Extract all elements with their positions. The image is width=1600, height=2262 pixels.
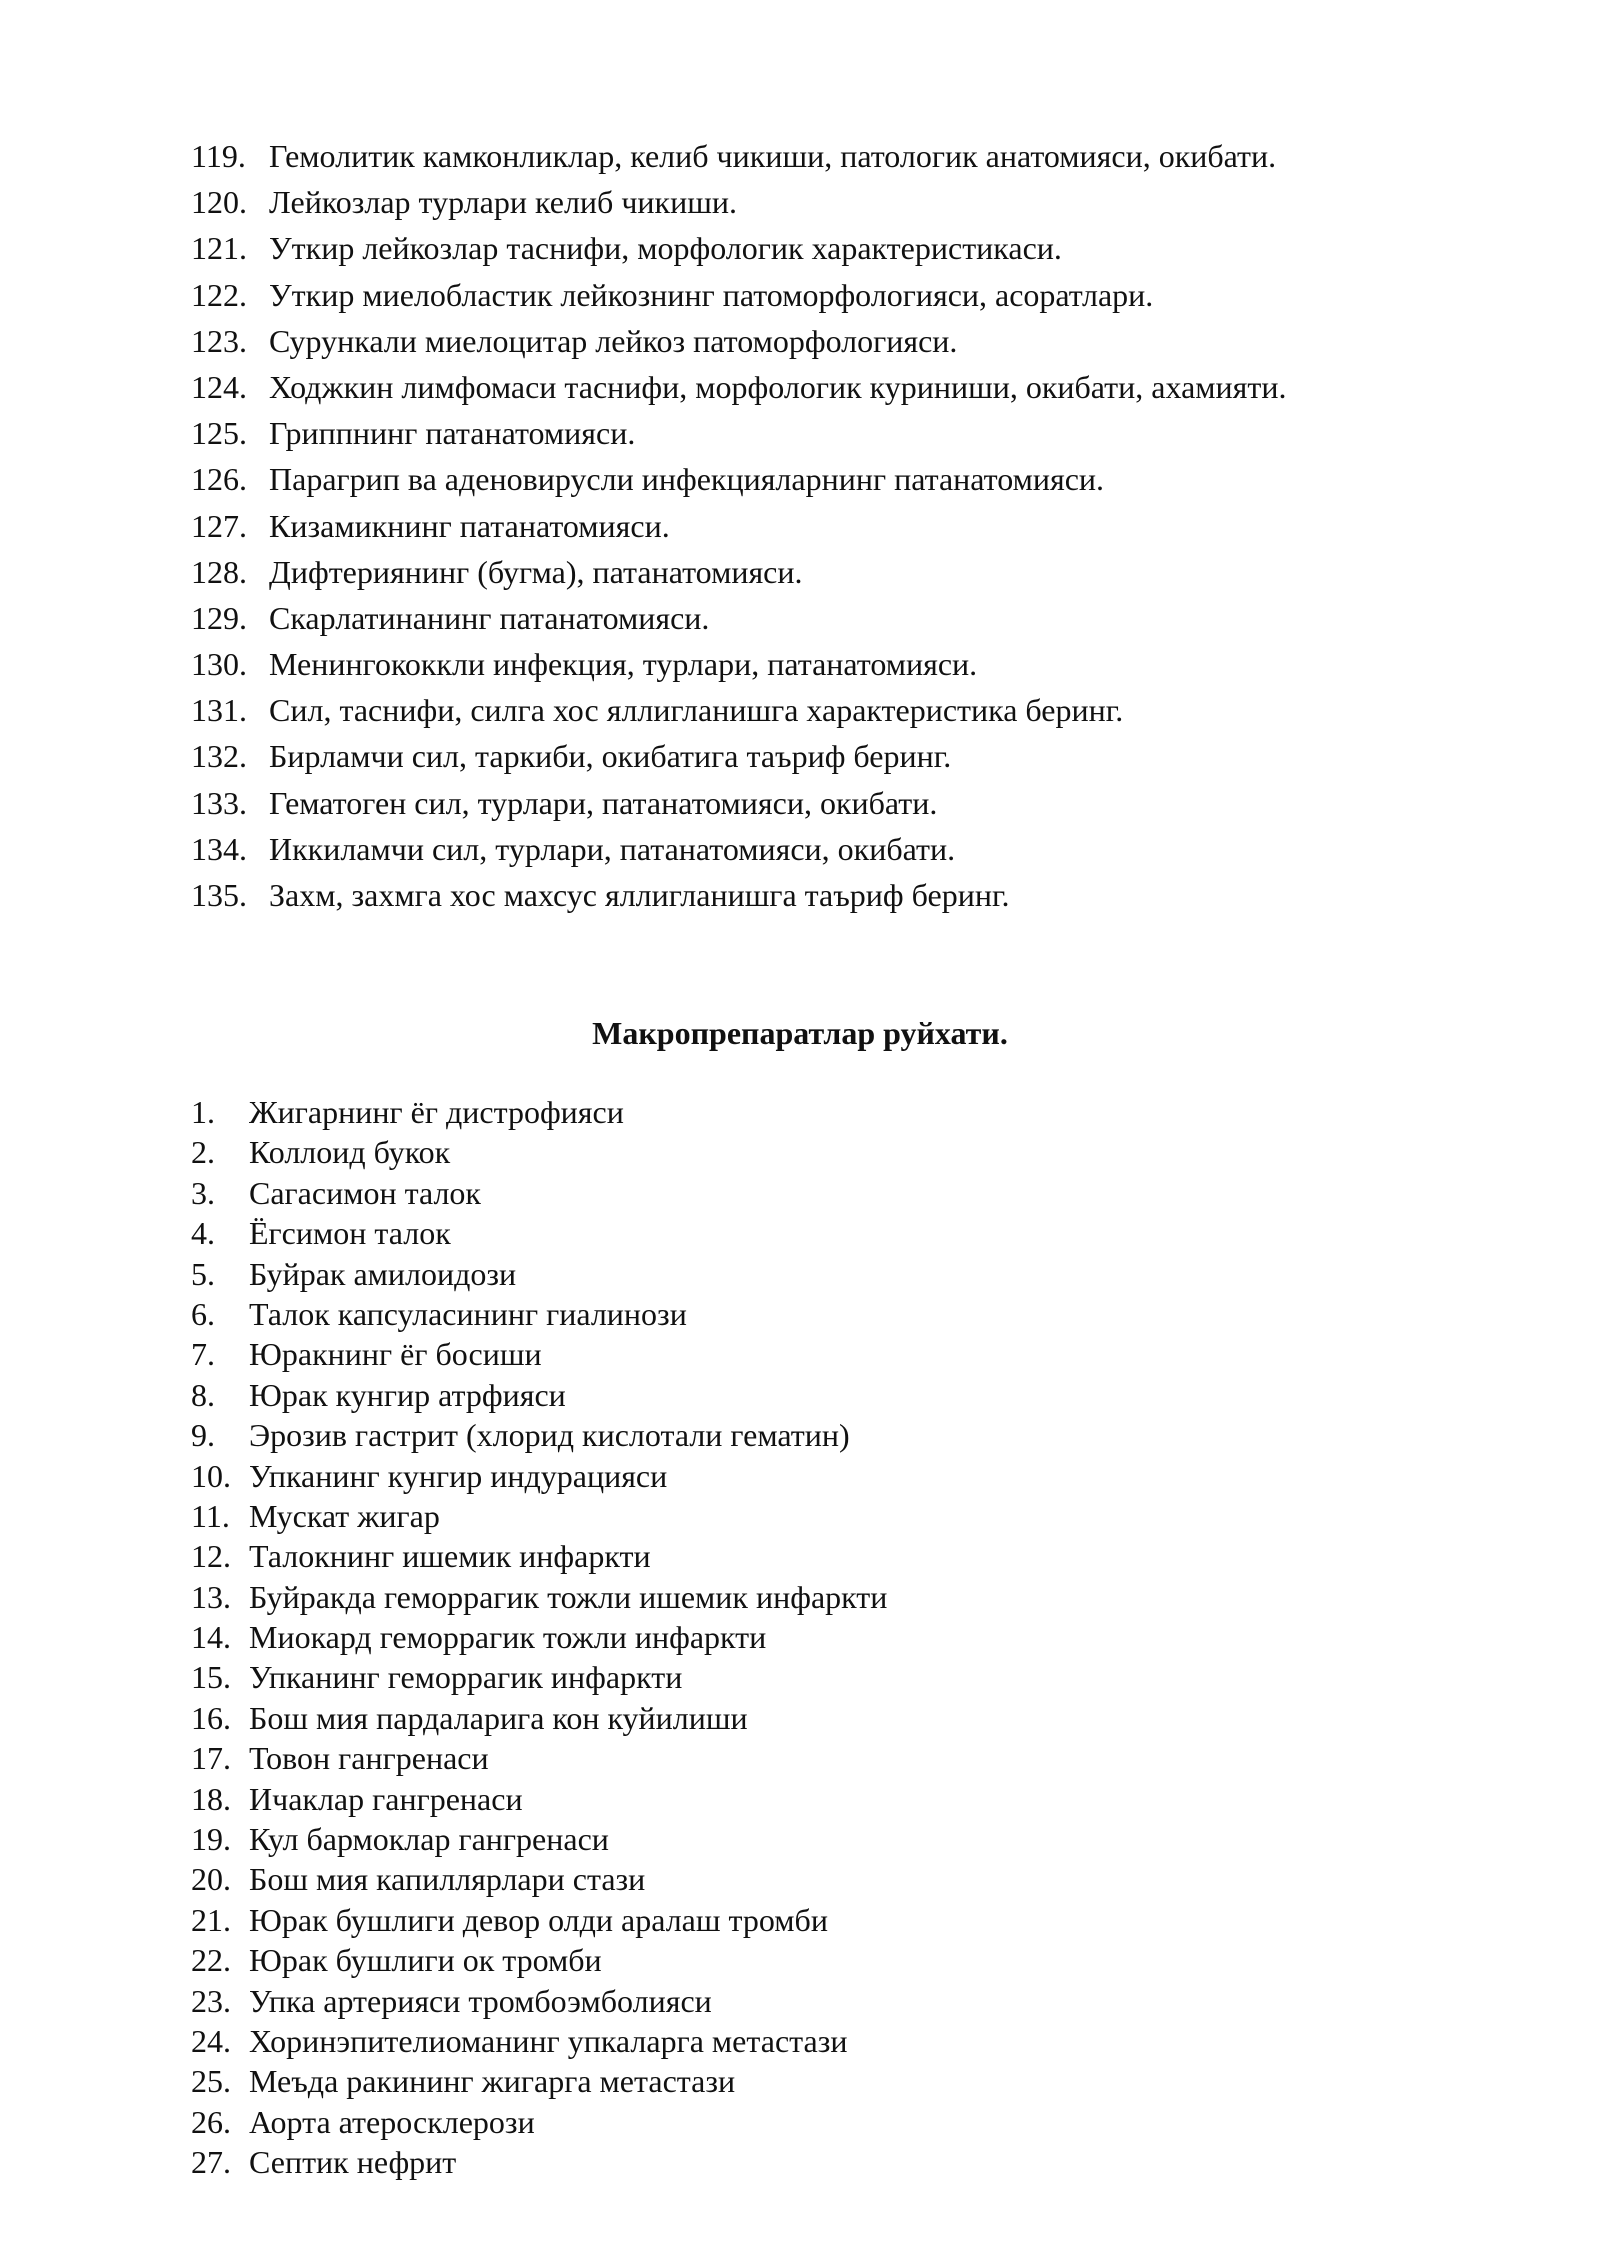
- list-item: [191, 225, 1286, 271]
- item-number: 124.: [191, 368, 247, 405]
- list-item: [191, 1698, 887, 1738]
- item-number: 7.: [191, 1336, 215, 1373]
- item-number: 22.: [191, 1942, 231, 1979]
- item-number: 120.: [191, 184, 247, 221]
- list-item: [191, 780, 1286, 826]
- list-item: [191, 687, 1286, 733]
- item-text: Юрак бушлиги девор олди аралаш тромби: [249, 1901, 828, 1938]
- item-text: Захм, захмга хос махсус яллигланишга таъриф беринг.: [269, 877, 1010, 913]
- list-item: [191, 272, 1286, 318]
- list-item: [191, 826, 1286, 872]
- item-number: 130.: [191, 646, 247, 683]
- item-number: 18.: [191, 1780, 231, 1817]
- questions-list: [191, 133, 1286, 918]
- item-text: Талок капсуласининг гиалинози: [249, 1295, 687, 1332]
- list-item: [191, 179, 1286, 225]
- item-number: 133.: [191, 784, 247, 821]
- list-item: [191, 1536, 887, 1576]
- item-number: 131.: [191, 692, 247, 729]
- item-text: Юрак кунгир атрфияси: [249, 1376, 566, 1413]
- item-number: 125.: [191, 415, 247, 452]
- list-item: [191, 1213, 887, 1253]
- item-number: 23.: [191, 1982, 231, 2019]
- item-text: Иккиламчи сил, турлари, патанатомияси, окибати.: [269, 830, 956, 867]
- item-text: Буйракда геморрагик тожли ишемик инфаркти: [249, 1578, 888, 1615]
- item-number: 16.: [191, 1699, 231, 1736]
- item-text: Уткир лейкозлар таснифи, морфологик характеристикаси.: [269, 230, 1062, 267]
- item-number: 2.: [191, 1134, 215, 1171]
- item-number: 20.: [191, 1861, 231, 1898]
- section-title: Макропрепаратлар руйхати.: [592, 1015, 1008, 1051]
- item-number: 15.: [191, 1659, 231, 1696]
- item-text: Товон гангренаси: [249, 1740, 489, 1777]
- item-number: 27.: [191, 2144, 231, 2181]
- item-number: 135.: [191, 877, 247, 913]
- item-number: 13.: [191, 1578, 231, 1615]
- list-item: [191, 1092, 887, 1132]
- item-text: Септик нефрит: [249, 2144, 457, 2181]
- list-item: [191, 2142, 887, 2182]
- item-text: Жигарнинг ёг дистрофияси: [249, 1094, 624, 1130]
- list-item: [191, 133, 1286, 179]
- item-text: Уткир миелобластик лейкознинг патоморфологияси, асоратлари.: [269, 276, 1154, 313]
- item-number: 10.: [191, 1457, 231, 1494]
- list-item: [191, 456, 1286, 502]
- item-number: 127.: [191, 507, 247, 544]
- list-item: [191, 1496, 887, 1536]
- list-item: [191, 318, 1286, 364]
- item-text: Меъда ракининг жигарга метастази: [249, 2063, 736, 2100]
- item-number: 25.: [191, 2063, 231, 2100]
- list-item: [191, 503, 1286, 549]
- list-item: [191, 1819, 887, 1859]
- item-number: 4.: [191, 1215, 215, 1252]
- item-text: Юрак бушлиги ок тромби: [249, 1942, 602, 1979]
- list-item: [191, 1375, 887, 1415]
- list-item: [191, 1456, 887, 1496]
- item-number: 9.: [191, 1417, 215, 1454]
- item-text: Лейкозлар турлари келиб чикиши.: [269, 184, 737, 221]
- list-item: [191, 1173, 887, 1213]
- item-text: Сил, таснифи, силга хос яллигланишга характеристика беринг.: [269, 692, 1124, 729]
- item-text: Эрозив гастрит (хлорид кислотали гематин): [249, 1417, 850, 1454]
- list-item: [191, 2021, 887, 2061]
- item-number: 19.: [191, 1821, 231, 1858]
- item-number: 134.: [191, 830, 247, 867]
- list-item: [191, 1657, 887, 1697]
- item-text: Кул бармоклар гангренаси: [249, 1821, 609, 1858]
- list-item: [191, 1940, 887, 1980]
- list-item: [191, 595, 1286, 641]
- item-text: Упканинг кунгир индурацияси: [249, 1457, 668, 1494]
- item-text: Ёгсимон талок: [249, 1215, 451, 1252]
- item-text: Аорта атеросклерози: [249, 2103, 535, 2140]
- item-text: Юракнинг ёг босиши: [249, 1336, 542, 1373]
- item-number: 3.: [191, 1174, 215, 1211]
- item-text: Дифтериянинг (бугма), патанатомияси.: [269, 553, 803, 590]
- item-text: Гематоген сил, турлари, патанатомияси, окибати.: [269, 784, 938, 821]
- item-number: 123.: [191, 322, 247, 359]
- item-number: 1.: [191, 1094, 215, 1130]
- item-text: Сагасимон талок: [249, 1174, 481, 1211]
- item-text: Талокнинг ишемик инфаркти: [249, 1538, 651, 1575]
- list-item: [191, 1779, 887, 1819]
- list-item: [191, 733, 1286, 779]
- item-number: 132.: [191, 738, 247, 775]
- item-number: 17.: [191, 1740, 231, 1777]
- list-item: [191, 1981, 887, 2021]
- item-text: Упканинг геморрагик инфаркти: [249, 1659, 683, 1696]
- item-text: Упка артерияси тромбоэмболияси: [249, 1982, 712, 2019]
- list-item: [191, 1132, 887, 1172]
- item-text: Кизамикнинг патанатомияси.: [269, 507, 670, 544]
- item-text: Бош мия пардаларига кон куйилиши: [249, 1699, 748, 1736]
- item-number: 119.: [191, 138, 246, 174]
- list-item: [191, 641, 1286, 687]
- item-text: Хоринэпителиоманинг упкаларга метастази: [249, 2022, 848, 2059]
- item-text: Гриппнинг патанатомияси.: [269, 415, 636, 452]
- item-number: 6.: [191, 1295, 215, 1332]
- list-item: [191, 364, 1286, 410]
- macropreparations-list: [191, 1092, 887, 2183]
- item-text: Ходжкин лимфомаси таснифи, морфологик куриниши, окибати, ахамияти.: [269, 368, 1287, 405]
- item-number: 121.: [191, 230, 247, 267]
- list-item: [191, 1254, 887, 1294]
- list-item: [191, 1334, 887, 1374]
- item-number: 129.: [191, 599, 247, 636]
- item-number: 14.: [191, 1619, 231, 1656]
- item-number: 21.: [191, 1901, 231, 1938]
- item-text: Бирламчи сил, таркиби, окибатига таъриф беринг.: [269, 738, 952, 775]
- list-item: [191, 1859, 887, 1899]
- list-item: [191, 1415, 887, 1455]
- list-item: [191, 549, 1286, 595]
- list-item: [191, 1617, 887, 1657]
- list-item: [191, 2061, 887, 2101]
- list-item: [191, 1900, 887, 1940]
- item-text: Миокард геморрагик тожли инфаркти: [249, 1619, 767, 1656]
- item-text: Мускат жигар: [249, 1497, 440, 1534]
- item-text: Парагрип ва аденовирусли инфекцияларнинг патанатомияси.: [269, 461, 1105, 498]
- item-text: Бош мия капиллярлари стази: [249, 1861, 646, 1898]
- item-text: Сурункали миелоцитар лейкоз патоморфологияси.: [269, 322, 958, 359]
- item-text: Гемолитик камконликлар, келиб чикиши, патологик анатомияси, окибати.: [269, 138, 1277, 174]
- item-text: Менингококкли инфекция, турлари, патанатомияси.: [269, 646, 978, 683]
- item-number: 8.: [191, 1376, 215, 1413]
- list-item: [191, 1738, 887, 1778]
- item-number: 126.: [191, 461, 247, 498]
- item-text: Скарлатинанинг патанатомияси.: [269, 599, 710, 636]
- item-text: Коллоид букок: [249, 1134, 451, 1171]
- list-item: [191, 872, 1286, 918]
- list-item: [191, 2102, 887, 2142]
- list-item: [191, 1577, 887, 1617]
- item-text: Ичаклар гангренаси: [249, 1780, 523, 1817]
- item-text: Буйрак амилоидози: [249, 1255, 517, 1292]
- item-number: 5.: [191, 1255, 215, 1292]
- item-number: 24.: [191, 2022, 231, 2059]
- list-item: [191, 1294, 887, 1334]
- item-number: 12.: [191, 1538, 231, 1575]
- item-number: 11.: [191, 1497, 230, 1534]
- list-item: [191, 410, 1286, 456]
- item-number: 26.: [191, 2103, 231, 2140]
- item-number: 122.: [191, 276, 247, 313]
- item-number: 128.: [191, 553, 247, 590]
